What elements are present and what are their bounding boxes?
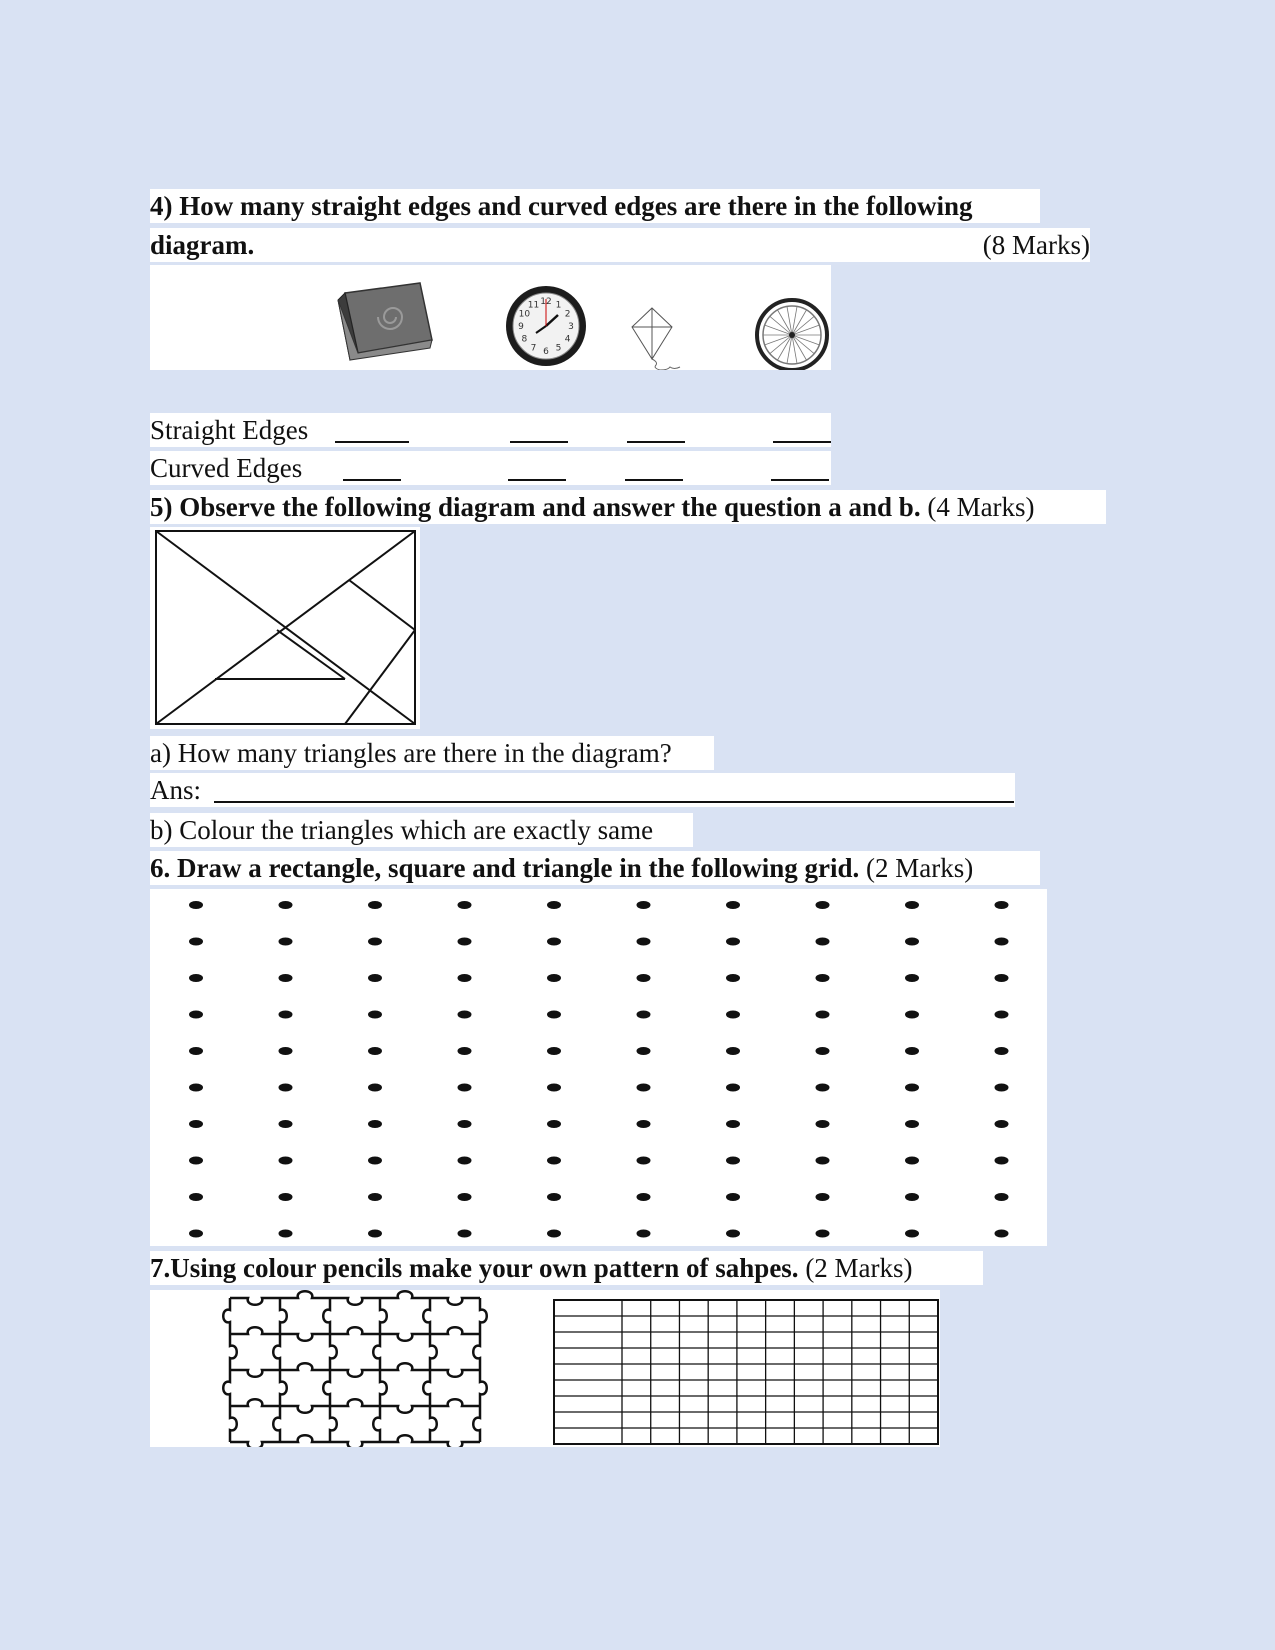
grid-dot — [279, 974, 293, 982]
grid-dot — [279, 1157, 293, 1165]
grid-dot — [458, 901, 472, 909]
grid-dot — [547, 1047, 561, 1055]
grid-dot — [458, 1011, 472, 1019]
grid-dot — [726, 1011, 740, 1019]
q5-question-b: b) Colour the triangles which are exactly same — [150, 813, 693, 847]
grid-dot — [995, 1011, 1009, 1019]
straight-edges-row — [150, 413, 831, 447]
dot-grid[interactable] — [150, 889, 1047, 1246]
book-icon — [338, 283, 432, 360]
grid-dot — [458, 1193, 472, 1201]
tangram-diagram — [150, 527, 420, 729]
grid-dot — [995, 974, 1009, 982]
q7-marks: (2 Marks) — [805, 1253, 913, 1283]
curved-answer-4[interactable] — [771, 457, 829, 481]
grid-dot — [279, 938, 293, 946]
grid-dot — [458, 1120, 472, 1128]
grid-dot — [637, 1011, 651, 1019]
wheel-icon — [757, 300, 827, 370]
grid-dot — [279, 1047, 293, 1055]
grid-dot — [995, 1157, 1009, 1165]
curved-edges-row — [150, 451, 831, 485]
grid-dot — [368, 1047, 382, 1055]
grid-dot — [905, 1193, 919, 1201]
grid-dot — [547, 1193, 561, 1201]
grid-dot — [189, 901, 203, 909]
grid-dot — [726, 1084, 740, 1092]
grid-dot — [189, 1193, 203, 1201]
grid-dot — [726, 974, 740, 982]
grid-dot — [816, 901, 830, 909]
grid-dot — [905, 1047, 919, 1055]
grid-dot — [279, 1011, 293, 1019]
blank-pattern-grid[interactable] — [554, 1300, 938, 1444]
grid-dot — [368, 974, 382, 982]
grid-dot — [905, 1230, 919, 1238]
svg-text:6: 6 — [543, 347, 549, 357]
grid-dot — [637, 938, 651, 946]
q4-images-panel — [150, 265, 831, 370]
grid-dot — [368, 1230, 382, 1238]
grid-dot — [547, 1230, 561, 1238]
q5-answer-label: Ans: — [150, 775, 202, 805]
grid-dot — [637, 1193, 651, 1201]
q6-title: 6. Draw a rectangle, square and triangle in the following grid. — [150, 853, 860, 883]
grid-dot — [637, 901, 651, 909]
grid-dot — [995, 1193, 1009, 1201]
q7-title-row — [150, 1251, 983, 1285]
grid-dot — [368, 1084, 382, 1092]
svg-text:3: 3 — [568, 322, 574, 332]
grid-dot — [279, 1230, 293, 1238]
grid-dot — [279, 1084, 293, 1092]
straight-edges-label: Straight Edges — [150, 415, 309, 445]
grid-dot — [726, 1230, 740, 1238]
grid-dot — [458, 1230, 472, 1238]
grid-dot — [995, 1047, 1009, 1055]
grid-dot — [189, 1011, 203, 1019]
grid-dot — [547, 1084, 561, 1092]
grid-dot — [458, 974, 472, 982]
grid-dot — [637, 1230, 651, 1238]
grid-dot — [816, 1157, 830, 1165]
grid-dot — [816, 1230, 830, 1238]
svg-text:5: 5 — [555, 343, 562, 354]
grid-dot — [726, 938, 740, 946]
grid-dot — [547, 1011, 561, 1019]
grid-dot — [905, 938, 919, 946]
grid-dot — [726, 1157, 740, 1165]
svg-text:2: 2 — [564, 309, 571, 320]
q5-title-row — [150, 490, 1106, 524]
q4-title-line2-row — [150, 228, 1090, 262]
grid-dot — [458, 1157, 472, 1165]
q5-marks: (4 Marks) — [927, 492, 1035, 522]
grid-dot — [995, 901, 1009, 909]
grid-dot — [189, 974, 203, 982]
q4-title-line2: diagram. — [150, 230, 255, 260]
grid-dot — [816, 1084, 830, 1092]
straight-answer-1[interactable] — [335, 419, 409, 443]
curved-answer-3[interactable] — [625, 457, 683, 481]
grid-dot — [189, 1157, 203, 1165]
curved-answer-1[interactable] — [343, 457, 401, 481]
svg-text:8: 8 — [521, 334, 528, 345]
grid-dot — [995, 938, 1009, 946]
straight-answer-2[interactable] — [510, 419, 568, 443]
grid-dot — [816, 938, 830, 946]
grid-dot — [905, 1011, 919, 1019]
curved-edges-label: Curved Edges — [150, 453, 303, 483]
grid-dot — [368, 1120, 382, 1128]
curved-answer-2[interactable] — [508, 457, 566, 481]
grid-dot — [905, 1157, 919, 1165]
grid-dot — [905, 974, 919, 982]
svg-text:7: 7 — [530, 343, 537, 354]
straight-answer-4[interactable] — [773, 419, 831, 443]
grid-dot — [189, 1230, 203, 1238]
grid-dot — [189, 1084, 203, 1092]
svg-text:11: 11 — [527, 300, 540, 311]
grid-dot — [637, 1157, 651, 1165]
q6-marks: (2 Marks) — [866, 853, 974, 883]
q5-answer-line[interactable] — [214, 779, 1014, 803]
grid-dot — [458, 1084, 472, 1092]
grid-dot — [189, 1120, 203, 1128]
grid-dot — [905, 1120, 919, 1128]
grid-dot — [547, 1120, 561, 1128]
grid-dot — [637, 1120, 651, 1128]
q4-marks: (8 Marks) — [982, 230, 1090, 260]
q5-title: 5) Observe the following diagram and answer the question a and b. — [150, 492, 921, 522]
straight-answer-3[interactable] — [627, 419, 685, 443]
grid-dot — [189, 938, 203, 946]
grid-dot — [368, 938, 382, 946]
grid-dot — [547, 901, 561, 909]
q5-answer-row — [150, 773, 1015, 807]
grid-dot — [726, 1193, 740, 1201]
svg-text:1: 1 — [555, 300, 562, 311]
grid-dot — [458, 1047, 472, 1055]
grid-dot — [368, 1193, 382, 1201]
svg-text:10: 10 — [518, 309, 531, 320]
grid-dot — [995, 1120, 1009, 1128]
puzzle-pattern — [223, 1291, 487, 1447]
grid-dot — [637, 1084, 651, 1092]
grid-dot — [279, 1193, 293, 1201]
grid-dot — [368, 1011, 382, 1019]
grid-dot — [905, 901, 919, 909]
grid-dot — [816, 1193, 830, 1201]
svg-text:12: 12 — [540, 297, 552, 307]
q4-title-line1: 4) How many straight edges and curved edges are there in the following — [150, 189, 1040, 223]
grid-dot — [816, 1120, 830, 1128]
grid-dot — [368, 1157, 382, 1165]
kite-icon — [632, 308, 680, 370]
q7-title: 7.Using colour pencils make your own pattern of sahpes. — [150, 1253, 799, 1283]
svg-text:4: 4 — [564, 334, 571, 345]
grid-dot — [547, 974, 561, 982]
grid-dot — [637, 1047, 651, 1055]
q7-pattern-panel — [150, 1290, 940, 1447]
q6-title-row — [150, 851, 1040, 885]
grid-dot — [726, 901, 740, 909]
grid-dot — [726, 1047, 740, 1055]
grid-dot — [279, 1120, 293, 1128]
grid-dot — [816, 1047, 830, 1055]
grid-dot — [816, 1011, 830, 1019]
grid-dot — [905, 1084, 919, 1092]
grid-dot — [995, 1230, 1009, 1238]
grid-dot — [368, 901, 382, 909]
grid-dot — [279, 901, 293, 909]
grid-dot — [458, 938, 472, 946]
svg-text:9: 9 — [518, 322, 524, 332]
clock-icon — [506, 286, 586, 366]
grid-dot — [637, 974, 651, 982]
grid-dot — [995, 1084, 1009, 1092]
grid-dot — [547, 938, 561, 946]
grid-dot — [547, 1157, 561, 1165]
grid-dot — [189, 1047, 203, 1055]
q5-question-a: a) How many triangles are there in the diagram? — [150, 736, 714, 770]
grid-dot — [726, 1120, 740, 1128]
grid-dot — [816, 974, 830, 982]
